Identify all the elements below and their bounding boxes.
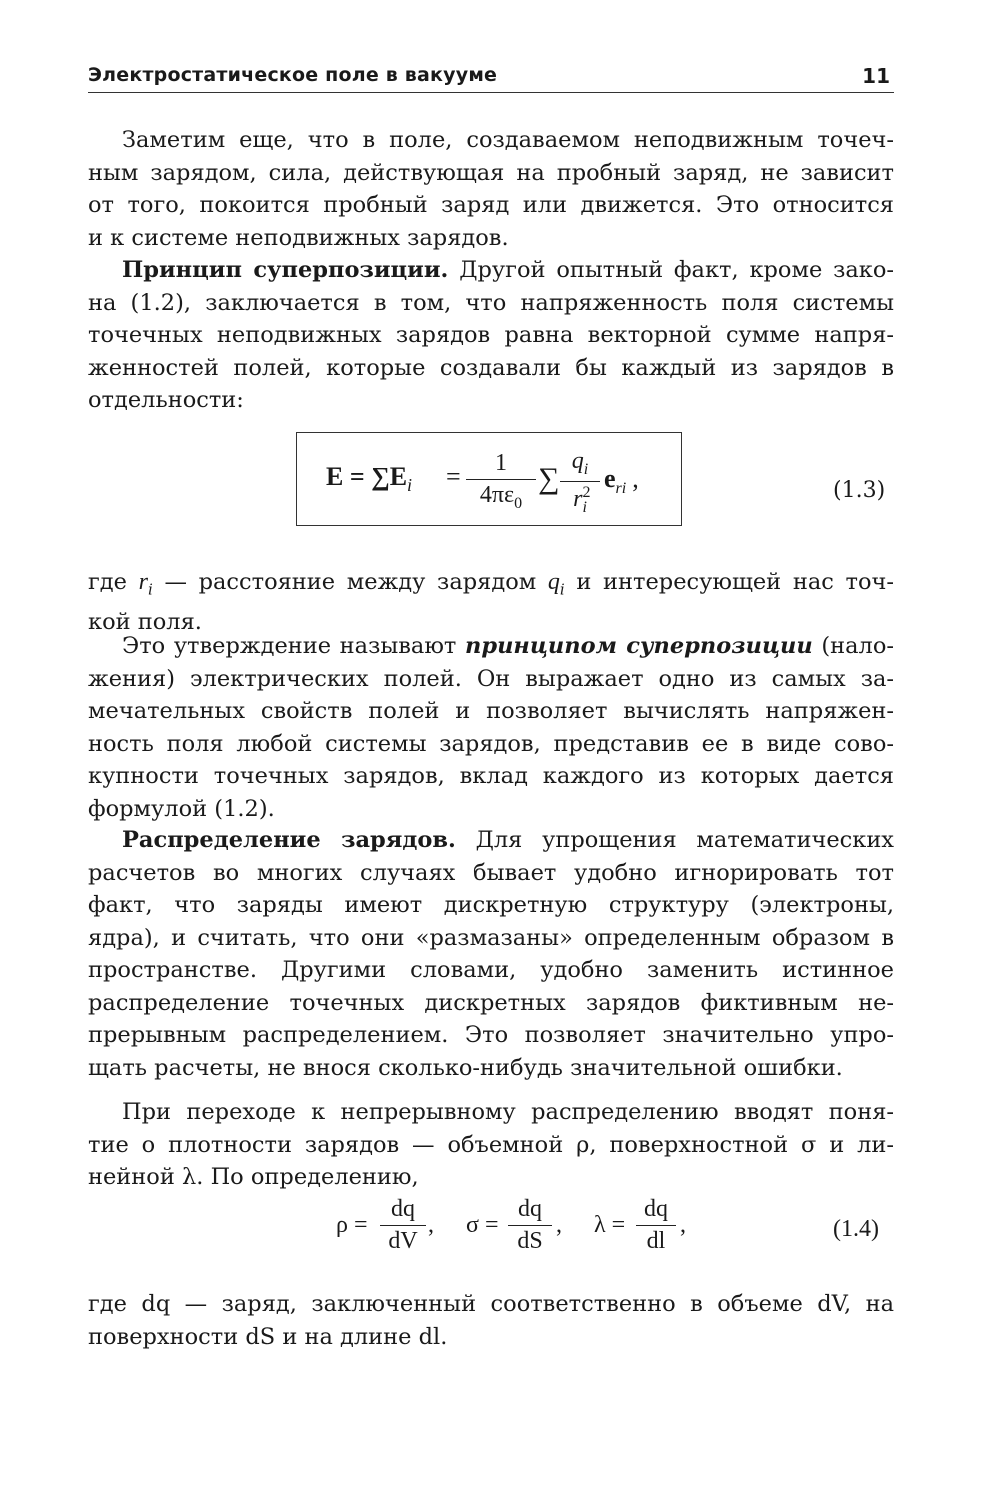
- formula-lhs: $E = \sum E_i$: [326, 462, 413, 496]
- running-header: [88, 62, 894, 93]
- text-line: где $r_i$ — расстояние между зарядом $q_i$ и интересующей нас точ-: [88, 569, 894, 599]
- fraction-dq-dV: dq dV: [380, 1196, 426, 1255]
- fraction-dq-dS: dq dS: [508, 1196, 552, 1255]
- text-line: распределение точечных дискретных зарядов фиктивным не-: [88, 989, 894, 1016]
- text-line: факт, что заряды имеют дискретную структуру (электроны,: [88, 892, 894, 918]
- text-line: кой поля.: [88, 609, 202, 635]
- equation-number: (1.4): [833, 1216, 879, 1242]
- paragraph-charge-distribution: [88, 824, 894, 1084]
- header-title: Электростатическое поле в вакууме: [88, 64, 498, 86]
- paragraph-density: [88, 1096, 894, 1194]
- text-line: Заметим еще, что в поле, создаваемом неподвижным точеч-: [122, 127, 894, 153]
- text-line: от того, покоится пробный заряд или движется. Это относится: [88, 192, 894, 218]
- text-line: поверхности dS и на длине dl.: [88, 1323, 448, 1350]
- text-line: отдельности:: [88, 387, 244, 413]
- section-heading: Распределение зарядов.: [122, 827, 456, 853]
- term-emphasis: принципом суперпозиции: [464, 633, 813, 659]
- text-line: формулой (1.2).: [88, 795, 275, 822]
- text-line: При переходе к непрерывному распределению вводят поня-: [122, 1099, 894, 1125]
- text-line: Распределение зарядов. Для упрощения математических: [122, 827, 895, 853]
- sum-symbol: ∑: [538, 462, 560, 495]
- text-line: жения) электрических полей. Он выражает одно из самых за-: [88, 665, 894, 692]
- fraction-q-over-r: $q_i$ $r^2_i$: [560, 448, 600, 517]
- section-heading: Принцип суперпозиции.: [122, 257, 449, 283]
- page-number: 11: [862, 64, 890, 88]
- text-line: мечательных свойств полей и позволяет вычислять напряжен-: [88, 698, 894, 724]
- text-line: ным зарядом, сила, действующая на пробный заряд, не зависит: [88, 159, 894, 186]
- book-page: Электростатическое поле в вакууме 11 Заметим еще, что в поле, создаваемом неподвижным точеч- ным зарядом, сила, действующая на пробный заряд, не зависит от того, покоится пробный заряд или движется. Это относится и к системе неподвижных зарядов. Принцип суперпозиции. Другой опытный факт, кроме зако- на (1.2), заключается в том, что напряженность поля системы точечных неподвижных зарядов равна векторной сумме напря- женностей полей, которые создавали бы каждый из зарядов в отдельности: $E = \sum E_i$ = 1 $4\pi\varepsilon_0$ ∑ $q_i$ $r^2_i$ $e_{ri}$ , (1.3) где $r_i$ — расстояние между зарядом $q_i$ и интересующей нас точ- кой поля. Это утверждение называют принципом суперпозиции (нало- жения) электрических полей. Он выражает одно из самых за- мечательных свойств полей и позволяет вычислять напряжен- ность поля любой системы зарядов, представив ее в виде сово- купности точечных зарядов, вклад каждого из которых дается формулой (1.2). Распределение зарядов. Для упрощения математических расчетов во многих случаях бывает удобно игнорировать тот факт, что заряды имеют дискретную структуру (электроны, ядра), и считать, что они «размазаны» определенным образом в пространстве. Другими словами, удобно заменить истинное распределение точечных дискретных зарядов фиктивным не- прерывным распределением. Это позволяет значительно упро- щать расчеты, не внося сколько-нибудь значительной ошибки. При переходе к непрерывному распределению вводят поня- тие о плотности зарядов — объемной ρ, поверхностной σ и ли- нейной λ. По определению, ρ = dq dV , σ = dq dS , λ = dq dl , (1.4) где dq — заряд, заключенный соответственно в объеме dV, на поверхности dS и на длине dl.: [0, 0, 1000, 1500]
- text-line: щать расчеты, не внося сколько-нибудь значительной ошибки.: [88, 1054, 843, 1081]
- paragraph-superposition-principle: [88, 630, 894, 825]
- paragraph-superposition: [88, 254, 894, 417]
- text-line: на (1.2), заключается в том, что напряженность поля системы: [88, 289, 894, 316]
- unit-vector: $e_{ri}$ ,: [604, 464, 639, 498]
- paragraph-where: [88, 566, 894, 639]
- fraction-coefficient: 1 $4\pi\varepsilon_0$: [466, 450, 536, 513]
- text-line: тие о плотности зарядов — объемной ρ, поверхностной σ и ли-: [88, 1131, 894, 1158]
- text-line: прерывным распределением. Это позволяет значительно упро-: [88, 1022, 894, 1048]
- formula-equals: =: [446, 462, 461, 491]
- lambda-label: λ =: [594, 1212, 626, 1238]
- text-line: ность поля любой системы зарядов, представив ее в виде сово-: [88, 730, 894, 757]
- text-line: расчетов во многих случаях бывает удобно игнорировать тот: [88, 859, 894, 886]
- rho-label: ρ =: [336, 1212, 368, 1238]
- text-line: Это утверждение называют принципом суперпозиции (нало-: [122, 633, 894, 659]
- paragraph-1: [88, 124, 894, 254]
- sigma-label: σ =: [466, 1212, 499, 1238]
- text-line: ядра), и считать, что они «размазаны» определенным образом в: [88, 924, 894, 951]
- text-line: женностей полей, которые создавали бы каждый из зарядов в: [88, 354, 894, 381]
- equation-number: (1.3): [833, 478, 886, 503]
- text-line: и к системе неподвижных зарядов.: [88, 224, 509, 251]
- text-line: точечных неподвижных зарядов равна векторной сумме напря-: [88, 322, 894, 348]
- text-line: Принцип суперпозиции. Другой опытный факт, кроме зако-: [122, 257, 894, 283]
- text-line: пространстве. Другими словами, удобно заменить истинное: [88, 957, 894, 983]
- paragraph-dq-definition: [88, 1288, 894, 1353]
- text-line: купности точечных зарядов, вклад каждого из которых дается: [88, 763, 894, 789]
- text-line: где dq — заряд, заключенный соответственно в объеме dV, на: [88, 1291, 894, 1317]
- fraction-dq-dl: dq dl: [636, 1196, 676, 1255]
- text-line: нейной λ. По определению,: [88, 1164, 419, 1190]
